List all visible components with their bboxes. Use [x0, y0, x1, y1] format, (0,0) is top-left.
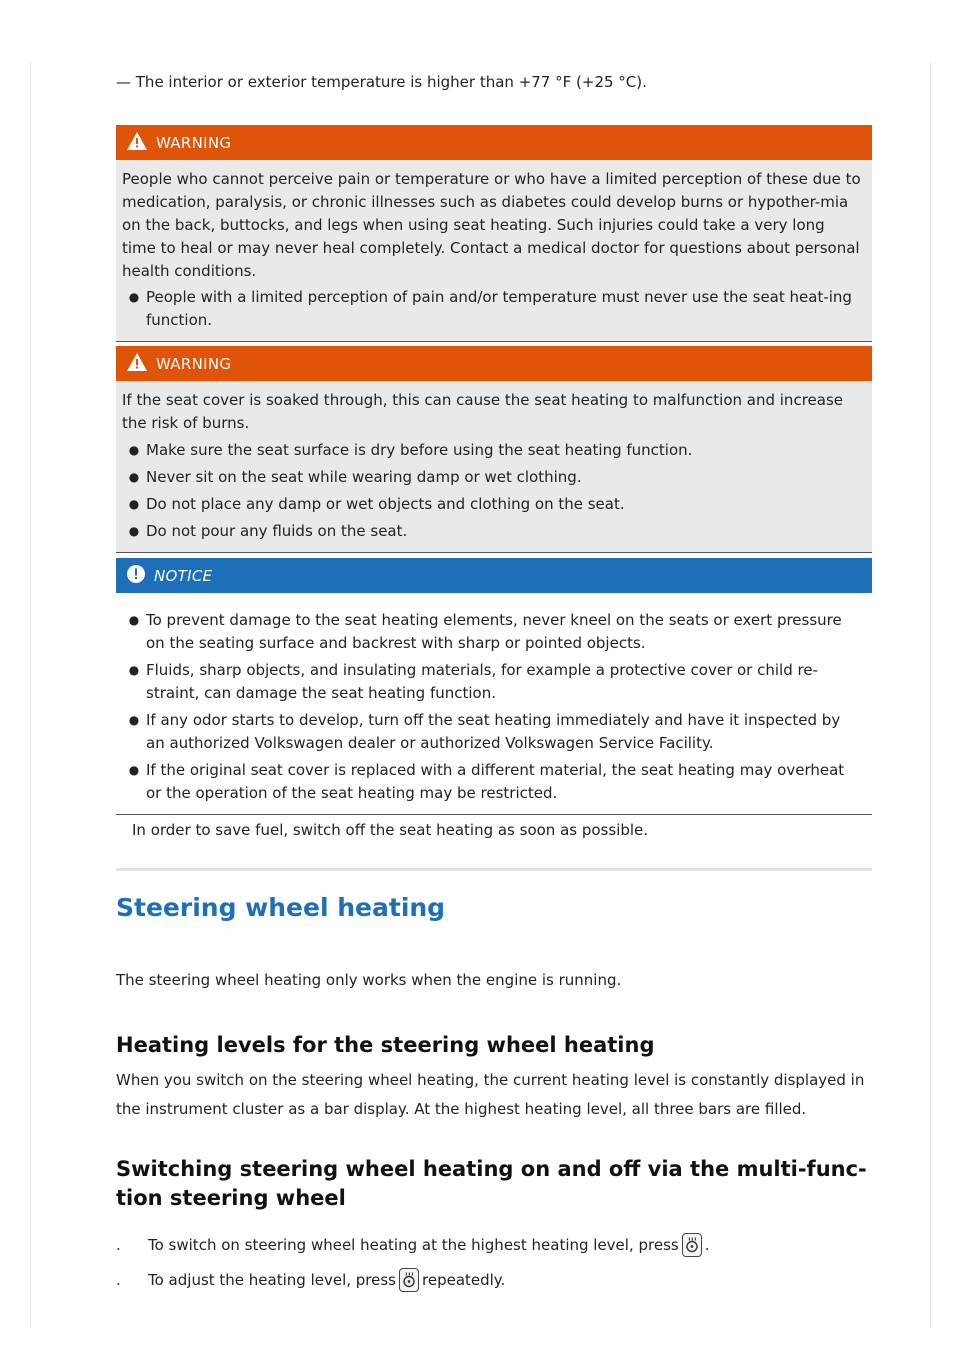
warning-triangle-icon: [126, 352, 148, 376]
section-intro: The steering wheel heating only works when the engine is running.: [116, 971, 622, 989]
list-item-text: Do not pour any fluids on the seat.: [146, 522, 408, 540]
list-item-text: To prevent damage to the seat heating elements, never kneel on the seats or exert pressure on the seating surface and backrest with sharp or pointed objects.: [146, 611, 842, 652]
notice-title: NOTICE: [154, 566, 213, 585]
bullet-icon: ●: [128, 470, 140, 484]
notice-box: [116, 558, 872, 815]
warning-header: [116, 346, 872, 381]
bullet-icon: ●: [128, 713, 140, 727]
section-title: Steering wheel heating: [116, 893, 446, 922]
section-divider: [116, 868, 872, 871]
intro-text: — The interior or exterior temperature is higher than +77 °F (+25 °C).: [116, 73, 647, 91]
steering-wheel-heating-icon: [399, 1268, 419, 1292]
step-text: To switch on steering wheel heating at the highest heating level, press: [148, 1236, 679, 1254]
subsection-text: When you switch on the steering wheel heating, the current heating level is constantly displayed in the instrument cluster as a bar display. At the highest heating level, all three bars are filled.: [116, 1071, 865, 1118]
list-item-text: Never sit on the seat while wearing damp or wet clothing.: [146, 468, 582, 486]
list-item: [122, 659, 862, 705]
instruction-step: [116, 1233, 710, 1257]
step-text-end: .: [704, 1236, 710, 1254]
list-item: [122, 609, 862, 655]
tip-text: In order to save fuel, switch off the seat heating as soon as possible.: [132, 821, 649, 839]
list-item-text: People with a limited perception of pain and/or temperature must never use the seat heat-ing function.: [146, 288, 852, 329]
warning-body: [116, 160, 872, 342]
list-item-text: Do not place any damp or wet objects and clothing on the seat.: [146, 495, 625, 513]
steering-wheel-heating-icon: [682, 1233, 702, 1257]
step-text-end: repeatedly.: [422, 1271, 506, 1289]
instruction-step: [116, 1268, 505, 1292]
step-text: To adjust the heating level, press: [148, 1271, 396, 1289]
list-item-text: If any odor starts to develop, turn off the seat heating immediately and have it inspected by an authorized Volkswagen dealer or authorized Volkswagen Service Facility.: [146, 711, 841, 752]
page-margin-right: [930, 62, 931, 1328]
bullet-icon: ●: [128, 763, 140, 777]
warning-triangle-icon: [126, 131, 148, 155]
exclamation-circle-icon: [126, 564, 146, 588]
step-marker: .: [116, 1271, 121, 1289]
warning-header: [116, 125, 872, 160]
bullet-icon: ●: [128, 663, 140, 677]
warning-title: WARNING: [156, 354, 232, 373]
page-margin-left: [30, 62, 31, 1328]
list-item-text: Make sure the seat surface is dry before using the seat heating function.: [146, 441, 693, 459]
warning-text: People who cannot perceive pain or temperature or who have a limited perception of these due to medication, paralysis, or chronic illnesses such as diabetes could develop burns or hypother-mia on the back, buttocks, and legs when using seat heating. Such injuries could take a very long time to heal or may never heal completely. Contact a medical doctor for questions about personal health conditions.: [122, 170, 861, 280]
bullet-icon: ●: [128, 290, 140, 304]
warning-text: If the seat cover is soaked through, this can cause the seat heating to malfunction and increase the risk of burns.: [122, 391, 843, 432]
bullet-icon: ●: [128, 613, 140, 627]
subsection-title: Switching steering wheel heating on and off via the multi-func-tion steering wheel: [116, 1157, 867, 1210]
list-item: [122, 520, 862, 543]
list-item: [122, 493, 862, 516]
list-item: [122, 286, 862, 332]
warning-title: WARNING: [156, 133, 232, 152]
list-item: [122, 466, 862, 489]
list-item-text: Fluids, sharp objects, and insulating materials, for example a protective cover or child re-straint, can damage the seat heating function.: [146, 661, 818, 702]
warning-box-1: [116, 125, 872, 342]
step-marker: .: [116, 1236, 121, 1254]
warning-box-2: [116, 346, 872, 553]
list-item: [122, 709, 862, 755]
list-item-text: If the original seat cover is replaced with a different material, the seat heating may overheat or the operation of the seat heating may be restricted.: [146, 761, 845, 802]
notice-header: [116, 558, 872, 593]
bullet-icon: ●: [128, 443, 140, 457]
subsection-title: Heating levels for the steering wheel heating: [116, 1033, 655, 1057]
bullet-icon: ●: [128, 497, 140, 511]
bullet-icon: ●: [128, 524, 140, 538]
list-item: [122, 759, 862, 805]
list-item: [122, 439, 862, 462]
notice-body: [116, 593, 872, 815]
warning-body: [116, 381, 872, 553]
